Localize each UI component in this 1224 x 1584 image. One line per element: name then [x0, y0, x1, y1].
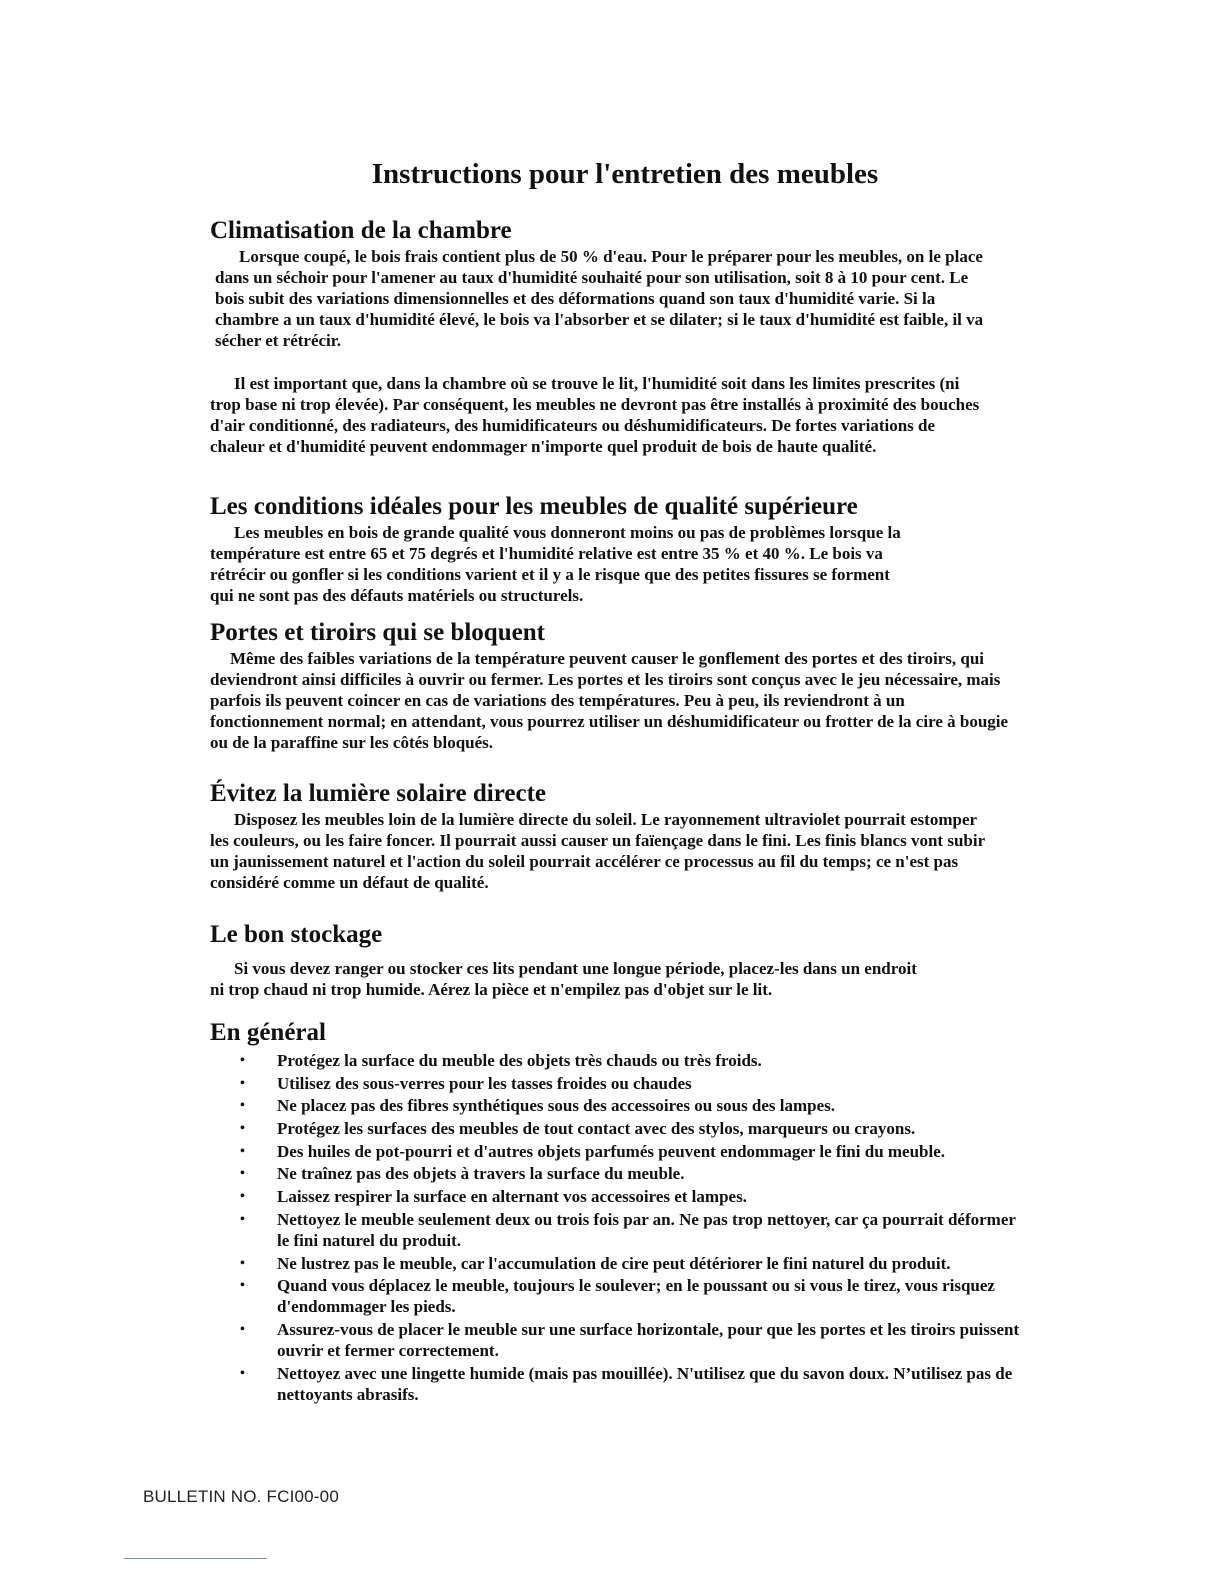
- list-item-text: Laissez respirer la surface en alternant vos accessoires et lampes.: [277, 1187, 747, 1207]
- bullet-icon: •: [240, 1211, 245, 1227]
- section-heading: Portes et tiroirs qui se bloquent: [210, 619, 545, 646]
- section-bon-stockage: [210, 920, 930, 1000]
- section-heading: Évitez la lumière solaire directe: [210, 780, 547, 807]
- list-item-text: Ne placez pas des fibres synthétiques sous des accessoires ou sous des lampes.: [277, 1096, 836, 1116]
- section-heading: Le bon stockage: [210, 921, 383, 948]
- section-en-general: [210, 1018, 1030, 1406]
- list-item: [210, 1118, 1030, 1139]
- list-item: [210, 1141, 1030, 1162]
- section-portes-tiroirs: [210, 618, 1010, 753]
- section-paragraph: Disposez les meubles loin de la lumière directe du soleil. Le rayonnement ultraviolet pourrait estomper les couleurs, ou les faire foncer. Il pourrait aussi causer un faïençage dans le fini. Les finis blancs vont subir un jaunissement naturel et l'action du soleil pourrait accélérer ce processus au fil du temps; ce n'est pas considéré comme un défaut de qualité.: [210, 810, 985, 892]
- general-bullet-list: [210, 1050, 1030, 1405]
- section-climatisation: [210, 216, 1000, 457]
- section-lumiere-solaire: [210, 779, 990, 893]
- section-paragraph: Il est important que, dans la chambre où se trouve le lit, l'humidité soit dans les limites prescrites (ni trop base ni trop élevée). Par conséquent, les meubles ne devront pas être installés à proximité des bouches d'air conditionné, des radiateurs, des humidificateurs ou déshumidificateurs. De fortes variations de chaleur et d'humidité peuvent endommager n'importe quel produit de bois de haute qualité.: [210, 374, 980, 456]
- bullet-icon: •: [240, 1075, 245, 1091]
- list-item-text: Des huiles de pot-pourri et d'autres objets parfumés peuvent endommager le fini du meuble.: [277, 1141, 946, 1161]
- bullet-icon: •: [240, 1121, 245, 1137]
- bullet-icon: •: [240, 1365, 245, 1381]
- list-item-text: Nettoyez le meuble seulement deux ou trois fois par an. Ne pas trop nettoyer, car ça pourrait déformer le fini naturel du produit.: [277, 1209, 1016, 1250]
- list-item: [210, 1275, 1030, 1317]
- list-item-text: Nettoyez avec une lingette humide (mais pas mouillée). N'utilisez que du savon doux. N’utilisez pas de nettoyants abrasifs.: [277, 1363, 1013, 1404]
- list-item: [210, 1073, 1030, 1094]
- bullet-icon: •: [240, 1255, 245, 1271]
- list-item-text: Ne lustrez pas le meuble, car l'accumulation de cire peut détériorer le fini naturel du produit.: [277, 1253, 951, 1273]
- bulletin-number: BULLETIN NO. FCI00-00: [143, 1487, 339, 1506]
- section-paragraph: Lorsque coupé, le bois frais contient plus de 50 % d'eau. Pour le préparer pour les meubles, on le place dans un séchoir pour l'amener au taux d'humidité souhaité pour son utilisation, soit 8 à 10 pour cent. Le bois subit des variations dimensionnelles et des déformations quand son taux d'humidité varie. Si la chambre a un taux d'humidité élevé, le bois va l'absorber et se dilater; si le taux d'humidité est faible, il va sécher et rétrécir.: [215, 247, 984, 350]
- section-heading: En général: [210, 1019, 326, 1046]
- section-conditions-ideales: [210, 492, 910, 606]
- list-item-text: Protégez les surfaces des meubles de tout contact avec des stylos, marqueurs ou crayons.: [277, 1119, 916, 1139]
- section-paragraph: Même des faibles variations de la température peuvent causer le gonflement des portes et des tiroirs, qui deviendront ainsi difficiles à ouvrir ou fermer. Les portes et les tiroirs sont conçus avec le jeu nécessaire, mais parfois ils peuvent coincer en cas de variations des températures. Peu à peu, ils reviendront à un fonctionnement normal; en attendant, vous pourrez utiliser un déshumidificateur ou frotter de la cire à bougie ou de la paraffine sur les côtés bloqués.: [210, 649, 1009, 752]
- bullet-icon: •: [240, 1189, 245, 1205]
- section-heading: Climatisation de la chambre: [210, 217, 512, 244]
- bullet-icon: •: [240, 1166, 245, 1182]
- list-item-text: Protégez la surface du meuble des objets très chauds ou très froids.: [277, 1051, 762, 1070]
- list-item: [210, 1186, 1030, 1207]
- list-item: [210, 1319, 1030, 1361]
- page-title: Instructions pour l'entretien des meubles: [371, 158, 879, 190]
- section-paragraph: Les meubles en bois de grande qualité vous donneront moins ou pas de problèmes lorsque la température est entre 65 et 75 degrés et l'humidité relative est entre 35 % et 40 %. Le bois va rétrécir ou gonfler si les conditions varient et il y a le risque que des petites fissures se forment qui ne sont pas des défauts matériels ou structurels.: [210, 523, 901, 605]
- bullet-icon: •: [240, 1098, 245, 1114]
- list-item-text: Ne traînez pas des objets à travers la surface du meuble.: [277, 1164, 685, 1184]
- bullet-icon: •: [240, 1053, 245, 1068]
- list-item: [210, 1095, 1030, 1116]
- bullet-icon: •: [240, 1278, 245, 1294]
- bullet-icon: •: [240, 1143, 245, 1159]
- list-item: [210, 1363, 1030, 1405]
- footer-divider: [124, 1558, 267, 1559]
- list-item-text: Assurez-vous de placer le meuble sur une surface horizontale, pour que les portes et les tiroirs puissent ouvrir et fermer correctement.: [277, 1319, 1020, 1360]
- list-item-text: Utilisez des sous-verres pour les tasses froides ou chaudes: [277, 1073, 692, 1093]
- list-item: [210, 1050, 1030, 1071]
- bullet-icon: •: [240, 1321, 245, 1337]
- list-item: [210, 1209, 1030, 1251]
- section-paragraph: Si vous devez ranger ou stocker ces lits pendant une longue période, placez-les dans un endroit ni trop chaud ni trop humide. Aérez la pièce et n'empilez pas d'objet sur le lit.: [210, 959, 917, 999]
- list-item: [210, 1253, 1030, 1274]
- list-item: [210, 1163, 1030, 1184]
- section-heading: Les conditions idéales pour les meubles de qualité supérieure: [210, 493, 858, 520]
- list-item-text: Quand vous déplacez le meuble, toujours le soulever; en le poussant ou si vous le tirez, vous risquez d'endommager les pieds.: [277, 1276, 995, 1317]
